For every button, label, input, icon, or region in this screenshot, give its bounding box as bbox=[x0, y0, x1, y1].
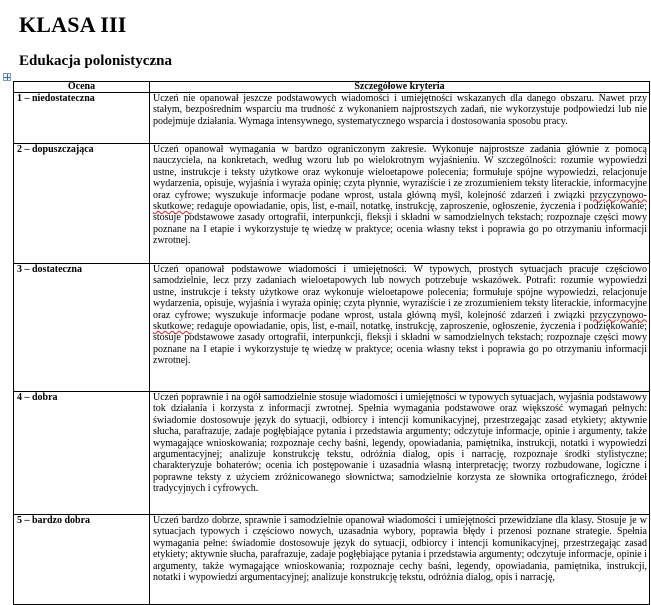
class-heading: KLASA III bbox=[19, 12, 127, 37]
header-criteria: Szczegółowe kryteria bbox=[150, 82, 650, 93]
table-row bbox=[14, 93, 650, 144]
header-grade: Ocena bbox=[14, 82, 150, 93]
table-move-handle-icon[interactable] bbox=[3, 73, 11, 81]
grade-cell: 1 – niedostateczna bbox=[14, 93, 150, 144]
criteria-cell: Uczeń nie opanował jeszcze podstawowych wiadomości i umiejętności wskazanych dla danego obszaru. Nawet przy stałym, bezpośrednim wsparciu ma trudność z wykonaniem najprostszych zadań, nie wykorzystuje podpowiedzi lub nie podejmuje działania. Wymaga intensywnego, systematycznego wsparcia i dostosowania sposobu pracy. bbox=[150, 93, 650, 144]
spellcheck-flagged-word[interactable]: przyczynowo-skutkowe bbox=[153, 309, 647, 333]
table-row bbox=[14, 515, 650, 605]
criteria-text: Uczeń opanował podstawowe wiadomości i umiejętności. W typowych, prostych sytuacjach pracuje częściowo samodzielnie, lecz przy zadaniach wieloetapowych lub nowych potrzebuje wskazówek. Potrafi: rozumie wypowiedzi ustne, instrukcje i teksty użytkowe oraz wykonuje wieloetapowe polecenia; formułuje spójne wypowiedzi, relacjonuje wydarzenia, opisuje, wyjaśnia i wyraża opinię; czyta płynnie, wyraziście i ze zrozumieniem teksty literackie, informacyjne oraz cyfrowe; wyszukuje informacje podane wprost, ustala główną myśl, kolejność zdarzeń i związki bbox=[153, 264, 647, 321]
grade-cell: 2 – dopuszczająca bbox=[14, 144, 150, 264]
criteria-text: ; redaguje opowiadanie, opis, list, e-mail, notatkę, instrukcję, zaproszenie, ogłoszenie, życzenia i podziękowanie; stosuje podstawowe zasady ortografii, interpunkcji, fleksji i składni w samodzielnych tekstach; rozpoznaje części mowy poznane na I etapie i wykorzystuje tę wiedzę w praktyce; ocenia własny tekst i poprawia go po otrzymaniu informacji zwrotnej. bbox=[153, 321, 647, 367]
criteria-text: Uczeń opanował wymagania w bardzo ograniczonym zakresie. Wykonuje najprostsze zadania głównie z pomocą nauczyciela, na konkretach, według wzoru lub po wielokrotnym wyjaśnieniu. W szczególności: rozumie wypowiedzi ustne, instrukcje i teksty użytkowe oraz wykonuje wieloetapowe polecenia; formułuje spójne wypowiedzi, relacjonuje wydarzenia, opisuje, wyjaśnia i wyraża opinię; czyta płynnie, wyraziście i ze zrozumieniem teksty literackie, informacyjne oraz cyfrowe; wyszukuje informacje podane wprost, ustala główną myśl, kolejność zdarzeń i związki bbox=[153, 144, 647, 201]
table-row bbox=[14, 392, 650, 515]
subject-heading: Edukacja polonistyczna bbox=[19, 53, 172, 69]
criteria-text: ; redaguje opowiadanie, opis, list, e-mail, notatkę, instrukcję, zaproszenie, ogłoszenie, życzenia i podziękowanie; stosuje podstawowe zasady ortografii, interpunkcji, fleksji i składni w samodzielnych tekstach; rozpoznaje części mowy poznane na I etapie i wykorzystuje tę wiedzę w praktyce; ocenia własny tekst i poprawia go po otrzymaniu informacji zwrotnej. bbox=[153, 201, 647, 247]
grade-cell: 4 – dobra bbox=[14, 392, 150, 515]
table-header-row bbox=[14, 82, 650, 93]
grade-cell: 5 – bardzo dobra bbox=[14, 515, 150, 605]
criteria-cell: Uczeń bardzo dobrze, sprawnie i samodzielnie opanował wiadomości i umiejętności przewidziane dla klasy. Stosuje je w sytuacjach typowych i częściowo nowych, uzasadnia wybory, poprawia błędy i przenosi poznane strategie. Spełnia wymagania pełne: świadomie dostosowuje język do sytuacji, odbiorcy i intencji komunikacyjnej, przestrzegając zasad etykiety; aktywnie słucha, parafrazuje, zadaje pogłębiające pytania i przedstawia argumenty; odczytuje informacje, opinie i argumenty, także wymagające wnioskowania; rozpoznaje cechy baśni, legendy, opowiadania, pamiętnika, instrukcji, notatki i wypowiedzi argumentacyjnej; analizuje konstrukcję tekstu, odróżnia dialog, opis i narrację, bbox=[150, 515, 650, 605]
criteria-cell bbox=[150, 144, 650, 264]
grade-cell: 3 – dostateczna bbox=[14, 264, 150, 392]
spellcheck-flagged-word[interactable]: przyczynowo-skutkowe bbox=[153, 189, 647, 213]
table-row bbox=[14, 264, 650, 392]
grading-criteria-table bbox=[13, 81, 650, 605]
criteria-cell: Uczeń poprawnie i na ogół samodzielnie stosuje wiadomości i umiejętności w typowych sytuacjach, wyjaśnia podstawowy tok działania i korzysta z informacji zwrotnej. Spełnia wymagania podstawowe oraz większość wymagań pełnych: świadomie dostosowuje język do sytuacji, odbiorcy i intencji komunikacyjnej, przestrzegając zasad etykiety; aktywnie słucha, parafrazuje, zadaje pogłębiające pytania i przedstawia argumenty; odczytuje informacje, opinie i argumenty, także wymagające wnioskowania; rozpoznaje cechy baśni, legendy, opowiadania, pamiętnika, instrukcji, notatki i wypowiedzi argumentacyjnej; analizuje konstrukcję tekstu, odróżnia dialog, opis i narrację, rozpoznaje środki stylistyczne; charakteryzuje bohaterów; ocenia ich postępowanie i uzasadnia własną interpretację; tworzy rozbudowane, logiczne i poprawne teksty z użyciem zróżnicowanego słownictwa; samodzielnie korzysta ze słownika ortograficznego, źródeł tradycyjnych i cyfrowych. bbox=[150, 392, 650, 515]
table-row bbox=[14, 144, 650, 264]
criteria-cell bbox=[150, 264, 650, 392]
